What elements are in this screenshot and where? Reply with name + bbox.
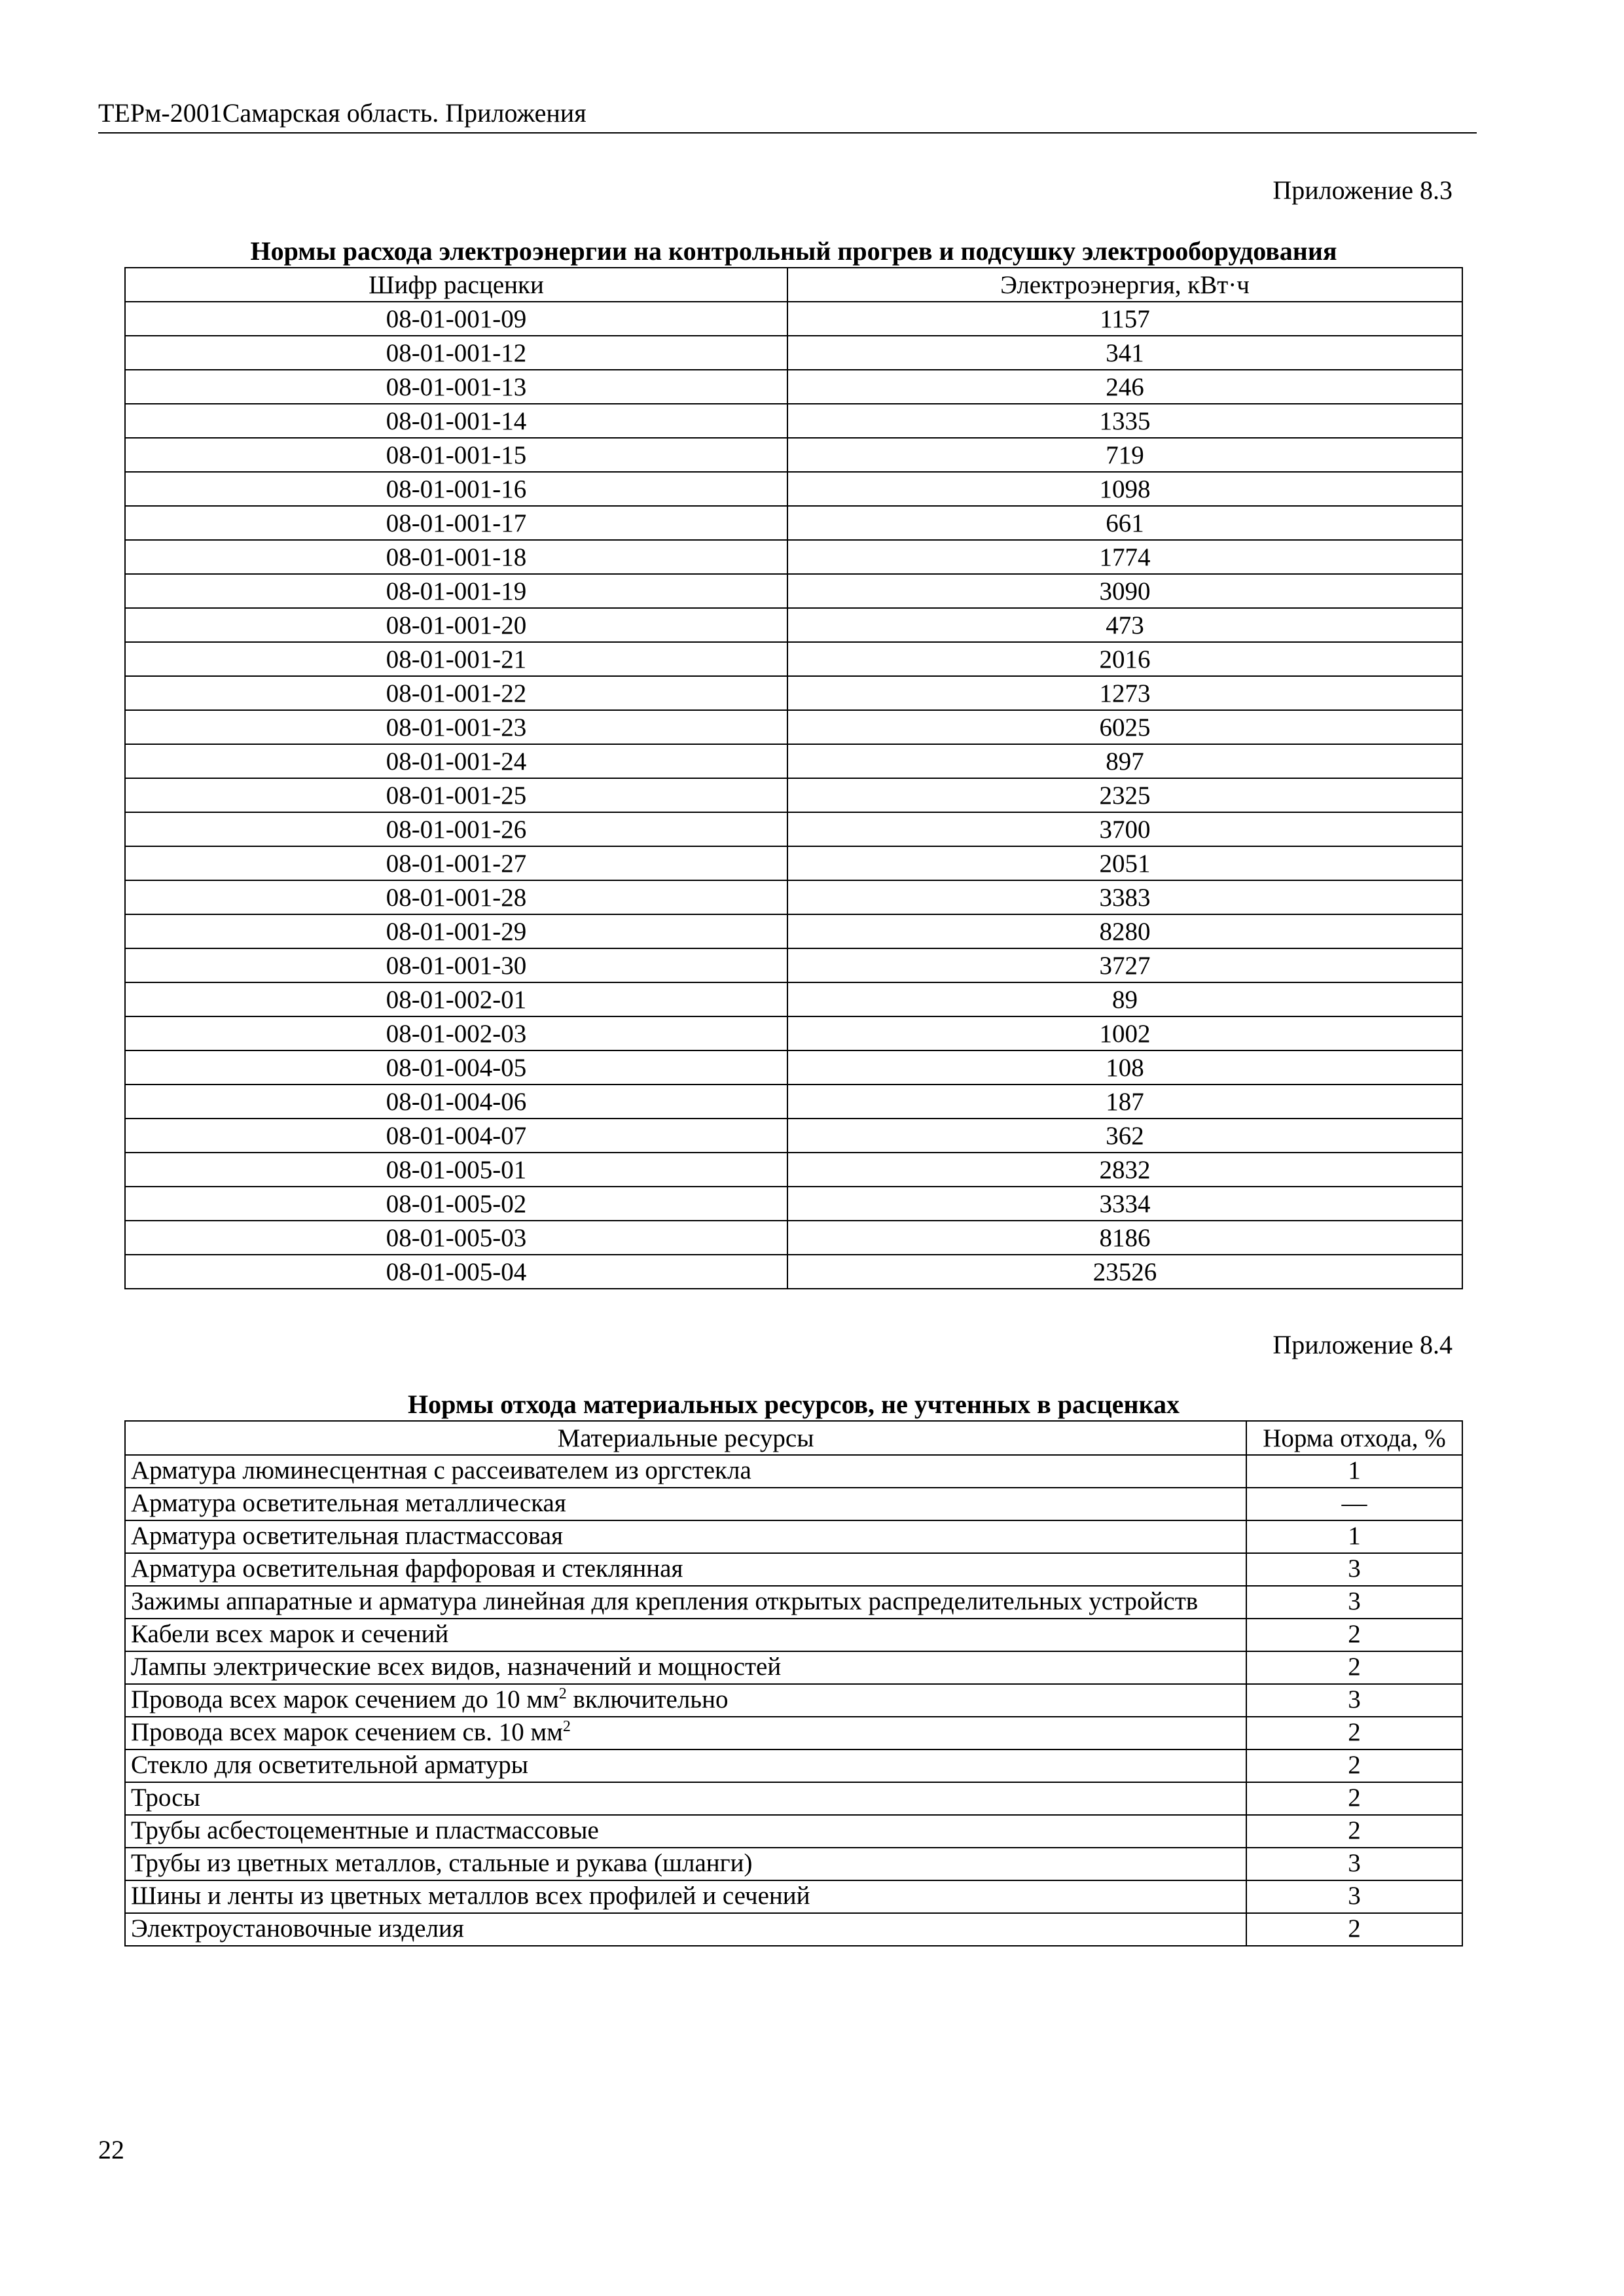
table-row	[125, 1221, 1462, 1255]
table-header-row	[125, 1421, 1462, 1455]
appendix-8-3-label: Приложение 8.3	[1272, 175, 1453, 205]
energy-value-cell: 2016	[787, 642, 1462, 676]
energy-value-cell: 2325	[787, 778, 1462, 812]
waste-rate-cell: 2	[1246, 1717, 1462, 1749]
energy-value-cell: 2051	[787, 846, 1462, 880]
table-row	[125, 676, 1462, 710]
rate-code-cell: 08-01-001-15	[125, 438, 787, 472]
energy-value-cell: 1157	[787, 302, 1462, 336]
resource-name-cell	[125, 1553, 1246, 1586]
waste-rate-cell: 3	[1246, 1553, 1462, 1586]
energy-value-cell: 661	[787, 506, 1462, 540]
column-header-energy: Электроэнергия, кВт·ч	[787, 268, 1462, 302]
rate-code-cell: 08-01-005-04	[125, 1255, 787, 1289]
table-row	[125, 1119, 1462, 1153]
resource-name-cell	[125, 1619, 1246, 1651]
energy-value-cell: 3334	[787, 1187, 1462, 1221]
resource-name: Трубы из цветных металлов, стальные и рукава (шланги)	[131, 1849, 753, 1877]
energy-value-cell: 3700	[787, 812, 1462, 846]
waste-rate-cell: 2	[1246, 1619, 1462, 1651]
energy-value-cell: 1335	[787, 404, 1462, 438]
rate-code-cell: 08-01-001-29	[125, 914, 787, 948]
table-row	[125, 1553, 1462, 1586]
table-row	[125, 1913, 1462, 1946]
energy-value-cell: 1774	[787, 540, 1462, 574]
table-row	[125, 642, 1462, 676]
rate-code-cell: 08-01-005-01	[125, 1153, 787, 1187]
waste-rate-cell: 1	[1246, 1455, 1462, 1488]
waste-rate-cell: 3	[1246, 1880, 1462, 1913]
rate-code-cell: 08-01-002-01	[125, 982, 787, 1016]
table-row	[125, 608, 1462, 642]
rate-code-cell: 08-01-001-26	[125, 812, 787, 846]
unit-superscript: 2	[558, 1685, 567, 1702]
rate-code-cell: 08-01-001-18	[125, 540, 787, 574]
resource-name: Стекло для осветительной арматуры	[131, 1751, 528, 1779]
rate-code-cell: 08-01-001-22	[125, 676, 787, 710]
energy-value-cell: 1273	[787, 676, 1462, 710]
resource-name-cell	[125, 1586, 1246, 1619]
energy-value-cell: 23526	[787, 1255, 1462, 1289]
table-row	[125, 1488, 1462, 1520]
resource-name: Арматура люминесцентная с рассеивателем из оргстекла	[131, 1456, 751, 1484]
unit-superscript: 2	[562, 1718, 571, 1735]
table-row	[125, 404, 1462, 438]
resource-name: Электроустановочные изделия	[131, 1914, 464, 1943]
rate-code-cell: 08-01-001-21	[125, 642, 787, 676]
rate-code-cell: 08-01-001-30	[125, 948, 787, 982]
table-row	[125, 1782, 1462, 1815]
rate-code-cell: 08-01-001-20	[125, 608, 787, 642]
table-row	[125, 1815, 1462, 1848]
waste-rate-cell: 1	[1246, 1520, 1462, 1553]
energy-value-cell: 1002	[787, 1016, 1462, 1050]
resource-name-cell	[125, 1782, 1246, 1815]
resource-name-cell	[125, 1717, 1246, 1749]
table-row	[125, 302, 1462, 336]
table-row	[125, 710, 1462, 744]
resource-name-cell	[125, 1455, 1246, 1488]
resource-name-cell	[125, 1488, 1246, 1520]
rate-code-cell: 08-01-001-24	[125, 744, 787, 778]
resource-name-cell	[125, 1749, 1246, 1782]
resource-name-suffix: включительно	[566, 1685, 729, 1713]
table-row	[125, 472, 1462, 506]
waste-rate-cell: 3	[1246, 1684, 1462, 1717]
resource-name: Трубы асбестоцементные и пластмассовые	[131, 1816, 599, 1844]
table-row	[125, 880, 1462, 914]
table-row	[125, 1684, 1462, 1717]
rate-code-cell: 08-01-001-13	[125, 370, 787, 404]
table-row	[125, 1455, 1462, 1488]
rate-code-cell: 08-01-005-02	[125, 1187, 787, 1221]
resource-name-cell	[125, 1848, 1246, 1880]
energy-value-cell: 8280	[787, 914, 1462, 948]
rate-code-cell: 08-01-001-17	[125, 506, 787, 540]
resource-name-cell	[125, 1651, 1246, 1684]
table-row	[125, 574, 1462, 608]
table-header-row	[125, 268, 1462, 302]
table-row	[125, 1848, 1462, 1880]
rate-code-cell: 08-01-001-12	[125, 336, 787, 370]
energy-value-cell: 3383	[787, 880, 1462, 914]
rate-code-cell: 08-01-001-09	[125, 302, 787, 336]
table-row	[125, 1187, 1462, 1221]
resource-name: Арматура осветительная фарфоровая и стеклянная	[131, 1554, 683, 1583]
table-row	[125, 948, 1462, 982]
rate-code-cell: 08-01-001-23	[125, 710, 787, 744]
waste-rate-cell: 2	[1246, 1749, 1462, 1782]
appendix-8-4-label: Приложение 8.4	[1272, 1330, 1453, 1359]
table-row	[125, 1651, 1462, 1684]
page-number: 22	[98, 2135, 124, 2164]
table-row	[125, 778, 1462, 812]
resource-name-cell	[125, 1913, 1246, 1946]
table-row	[125, 1153, 1462, 1187]
resource-name: Зажимы аппаратные и арматура линейная для крепления открытых распределительных устройств	[131, 1587, 1199, 1615]
resource-name: Провода всех марок сечением св. 10 мм	[131, 1718, 563, 1746]
table-row	[125, 1586, 1462, 1619]
resource-name: Шины и ленты из цветных металлов всех профилей и сечений	[131, 1882, 810, 1910]
rate-code-cell: 08-01-001-28	[125, 880, 787, 914]
rate-code-cell: 08-01-002-03	[125, 1016, 787, 1050]
energy-value-cell: 2832	[787, 1153, 1462, 1187]
running-header: ТЕРм-2001Самарская область. Приложения	[98, 98, 1477, 134]
table-row	[125, 846, 1462, 880]
waste-rate-cell: 3	[1246, 1848, 1462, 1880]
table-row	[125, 1880, 1462, 1913]
energy-value-cell: 719	[787, 438, 1462, 472]
energy-value-cell: 246	[787, 370, 1462, 404]
table-row	[125, 812, 1462, 846]
column-header-resource: Материальные ресурсы	[125, 1421, 1246, 1455]
resource-name-cell	[125, 1815, 1246, 1848]
waste-rate-cell: 2	[1246, 1815, 1462, 1848]
table-row	[125, 438, 1462, 472]
resource-name-cell	[125, 1684, 1246, 1717]
energy-value-cell: 473	[787, 608, 1462, 642]
waste-rate-cell: —	[1246, 1488, 1462, 1520]
resource-name: Провода всех марок сечением до 10 мм	[131, 1685, 559, 1713]
energy-value-cell: 1098	[787, 472, 1462, 506]
rate-code-cell: 08-01-001-14	[125, 404, 787, 438]
table-row	[125, 744, 1462, 778]
energy-norms-table	[124, 267, 1463, 1289]
energy-value-cell: 341	[787, 336, 1462, 370]
rate-code-cell: 08-01-004-06	[125, 1085, 787, 1119]
rate-code-cell: 08-01-001-19	[125, 574, 787, 608]
table-row	[125, 1619, 1462, 1651]
resource-name: Арматура осветительная пластмассовая	[131, 1522, 564, 1550]
table-row	[125, 982, 1462, 1016]
table-row	[125, 540, 1462, 574]
waste-rate-cell: 2	[1246, 1913, 1462, 1946]
resource-name: Лампы электрические всех видов, назначений и мощностей	[131, 1653, 782, 1681]
energy-value-cell: 3727	[787, 948, 1462, 982]
waste-rate-cell: 2	[1246, 1782, 1462, 1815]
table-row	[125, 336, 1462, 370]
energy-value-cell: 6025	[787, 710, 1462, 744]
resource-name: Кабели всех марок и сечений	[131, 1620, 449, 1648]
table-row	[125, 1749, 1462, 1782]
energy-value-cell: 8186	[787, 1221, 1462, 1255]
column-header-waste-rate: Норма отхода, %	[1246, 1421, 1462, 1455]
table-row	[125, 1520, 1462, 1553]
table-row	[125, 1255, 1462, 1289]
energy-value-cell: 3090	[787, 574, 1462, 608]
resource-name-cell	[125, 1520, 1246, 1553]
energy-value-cell: 108	[787, 1050, 1462, 1085]
column-header-code: Шифр расценки	[125, 268, 787, 302]
resource-name: Тросы	[131, 1784, 200, 1812]
rate-code-cell: 08-01-001-27	[125, 846, 787, 880]
waste-norms-table	[124, 1420, 1463, 1946]
rate-code-cell: 08-01-001-25	[125, 778, 787, 812]
energy-value-cell: 187	[787, 1085, 1462, 1119]
resource-name: Арматура осветительная металлическая	[131, 1489, 566, 1517]
table-row	[125, 1050, 1462, 1085]
table-row	[125, 1717, 1462, 1749]
rate-code-cell: 08-01-004-07	[125, 1119, 787, 1153]
energy-value-cell: 897	[787, 744, 1462, 778]
table-8-4-title: Нормы отхода материальных ресурсов, не учтенных в расценках	[407, 1390, 1180, 1419]
table-8-3-title: Нормы расхода электроэнергии на контрольный прогрев и подсушку электрооборудования	[250, 236, 1337, 266]
table-row	[125, 1085, 1462, 1119]
waste-rate-cell: 2	[1246, 1651, 1462, 1684]
table-row	[125, 370, 1462, 404]
rate-code-cell: 08-01-005-03	[125, 1221, 787, 1255]
table-row	[125, 506, 1462, 540]
table-row	[125, 914, 1462, 948]
energy-value-cell: 89	[787, 982, 1462, 1016]
rate-code-cell: 08-01-001-16	[125, 472, 787, 506]
resource-name-cell	[125, 1880, 1246, 1913]
energy-value-cell: 362	[787, 1119, 1462, 1153]
table-row	[125, 1016, 1462, 1050]
rate-code-cell: 08-01-004-05	[125, 1050, 787, 1085]
waste-rate-cell: 3	[1246, 1586, 1462, 1619]
